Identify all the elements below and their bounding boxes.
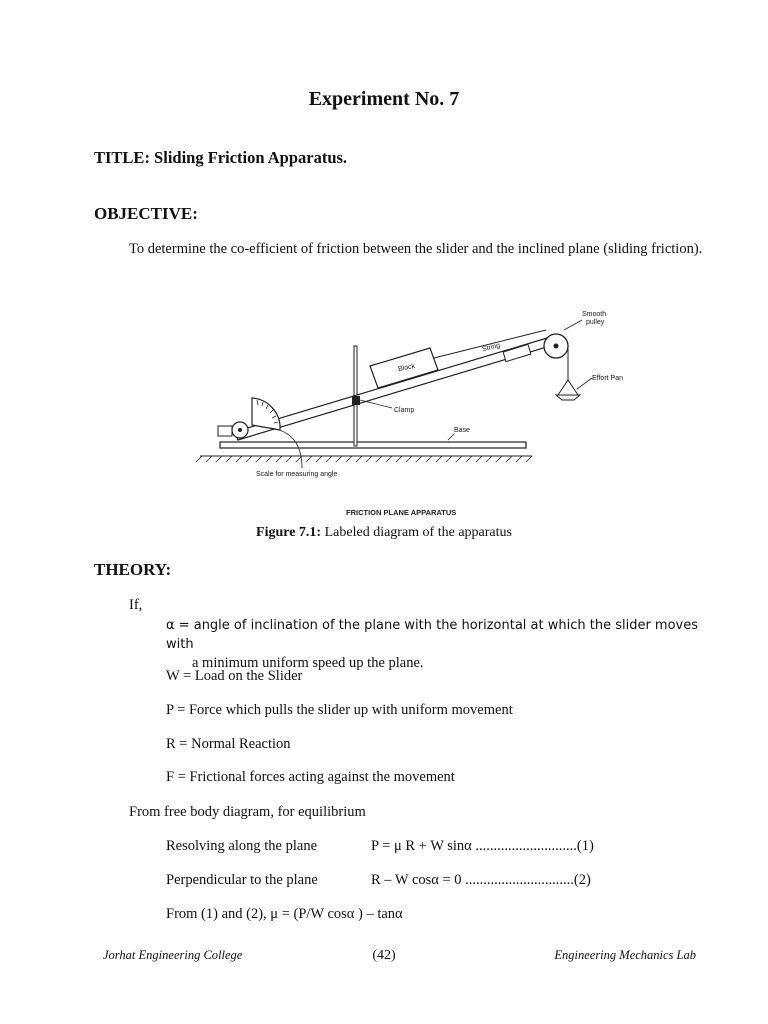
- theory-heading: THEORY:: [94, 560, 172, 579]
- perpendicular-equation: R – W cosα = 0 ..............................(2): [371, 872, 591, 888]
- inclined-plane: [234, 338, 550, 440]
- objective-text: To determine the co-efficient of friction between the slider and the inclined plane (sliding friction).: [129, 241, 703, 257]
- alpha-definition-line-2: a minimum uniform speed up the plane.: [192, 655, 424, 671]
- label-effort-pan: Effort Pan: [592, 375, 624, 382]
- perpendicular-label: Perpendicular to the plane: [166, 872, 318, 888]
- figure-caption-text: Labeled diagram of the apparatus: [321, 525, 512, 540]
- label-smooth-pulley-2: pulley: [586, 319, 605, 326]
- label-apparatus-title: FRICTION PLANE APPARATUS: [346, 508, 457, 517]
- f-definition: F = Frictional forces acting against the movement: [166, 769, 455, 785]
- footer-left: Jorhat Engineering College: [103, 948, 243, 962]
- alpha-definition: [166, 616, 726, 673]
- label-clamp: Clamp: [394, 407, 415, 414]
- clamp: [352, 396, 360, 405]
- friction-plane-diagram: [172, 300, 642, 522]
- label-scale: Scale for measuring angle: [256, 471, 338, 478]
- label-block: Block: [397, 363, 416, 373]
- title-line: TITLE: Sliding Friction Apparatus.: [94, 148, 348, 167]
- ground: [196, 456, 532, 462]
- experiment-title: Experiment No. 7: [308, 88, 460, 110]
- label-smooth-pulley-1: Smooth: [582, 311, 607, 318]
- label-string: String: [481, 342, 501, 354]
- alpha-definition-line-1: α = angle of inclination of the plane with the horizontal at which the slider moves with: [166, 618, 699, 652]
- p-definition: P = Force which pulls the slider up with uniform movement: [166, 702, 513, 718]
- final-equation: From (1) and (2), μ = (P/W cosα ) – tanα: [166, 906, 403, 922]
- resolve-label: Resolving along the plane: [166, 838, 318, 854]
- footer-right: Engineering Mechanics Lab: [554, 948, 696, 962]
- base-plate: [220, 442, 526, 448]
- figure-caption: [0, 525, 768, 541]
- r-definition: R = Normal Reaction: [166, 736, 291, 752]
- w-definition: W = Load on the Slider: [166, 668, 303, 684]
- objective-heading: OBJECTIVE:: [94, 204, 198, 223]
- page-number: (42): [372, 948, 396, 963]
- figure-caption-label: Figure 7.1:: [256, 525, 322, 540]
- if-label: If,: [129, 597, 143, 613]
- label-base: Base: [454, 427, 470, 434]
- free-body-line: From free body diagram, for equilibrium: [129, 804, 366, 820]
- resolve-equation: P = μ R + W sinα ............................(1): [371, 838, 594, 854]
